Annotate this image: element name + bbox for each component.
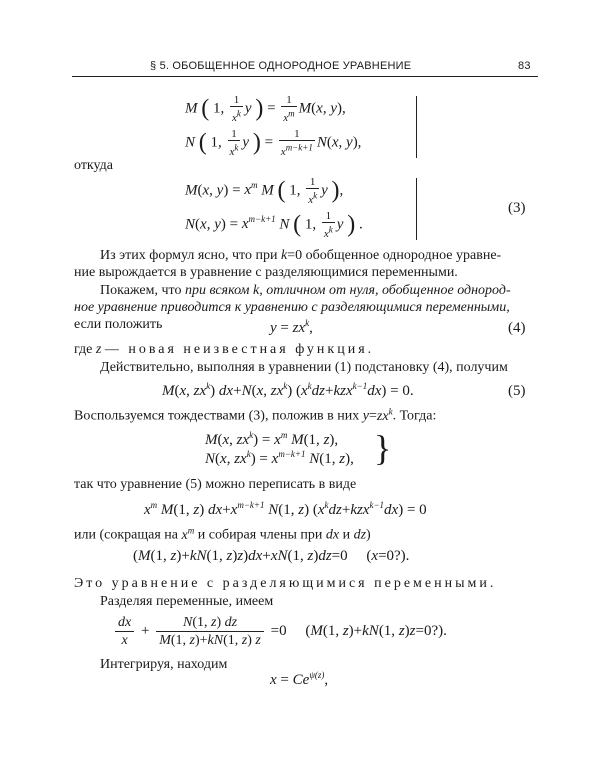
page-number: 83 [518, 60, 531, 72]
paragraph-1-line-1: Из этих формул ясно, что при k=0 обобщенное однородное уравне- [100, 248, 502, 263]
paragraph-10: Интегрируя, находим [100, 657, 228, 672]
formula-identity-n: N(x, $zx^k) = x^{m-k+1}$ N(1, z), [205, 449, 354, 467]
paragraph-2-line-3: если положить [74, 317, 163, 332]
formula-separable: (M(1, z)+kN(1, z)z)dx+xN(1, z)dz=0 (x=0?). [133, 548, 410, 564]
paragraph-3: где z — новая неизвестная функция. [74, 342, 375, 357]
paragraph-2-line-1: Покажем, что при всяком k, отличном от нуля, обобщенное однород- [100, 283, 511, 298]
paragraph-4: Действительно, выполняя в уравнении (1) подстановку (4), получим [100, 360, 508, 375]
paragraph-8: Это уравнение с разделяющимися переменными. [74, 576, 497, 591]
text-otkuda: откуда [74, 158, 113, 173]
paragraph-9: Разделяя переменные, имеем [100, 594, 274, 609]
formula-solution: $x = Ce^{\psi(z)}$, [270, 670, 329, 688]
formula-n-expression: N(x, $y) = x^{m-k+1}$ N ( 1, $\frac{1}{x^k}$ y ) . [185, 210, 363, 240]
p3b: — новая неизвестная функция. [104, 342, 375, 357]
p7c: и [342, 527, 351, 543]
p3a: где [74, 342, 93, 357]
formula-eq5: M(x, $zx^k$) dx+N(x, $zx^k$) $(x^kdz+kzx^{k-1}dx) = 0$. [162, 381, 414, 399]
p7a: или (сокращая на [74, 527, 179, 543]
p1a: Из этих формул ясно, что при [100, 248, 278, 263]
brace-1 [416, 96, 417, 158]
paragraph-1-line-2: ние вырождается в уравнение с разделяющимися переменными. [74, 265, 458, 280]
p2c: отличном от нуля, обобщенное однород- [266, 283, 511, 298]
formula-identity-m: M(x, $zx^k) = x^m$ M(1, z), [205, 430, 339, 448]
p5b: . Тогда: [392, 408, 437, 424]
paragraph-6: так что уравнение (5) можно переписать в виде [74, 477, 357, 492]
p2b: при всяком [184, 283, 250, 298]
p2d: ное уравнение приводится к уравнению с разделяющимися переменными, [74, 300, 510, 315]
equation-number-3: (3) [508, 200, 526, 216]
brace-2 [416, 178, 417, 240]
paragraph-5: Воспользуемся тождествами (3), положив в них $y=zx^k$. Тогда: [74, 406, 437, 424]
header-rule [72, 76, 538, 77]
formula-rewritten: $x^m$ M(1, z) $dx+x^{m-k+1}$ N(1, z) $(x^kdz+kzx^{k-1}dx) = 0$ [144, 500, 427, 518]
p2a: Покажем, что [100, 283, 182, 298]
equation-number-5: (5) [508, 383, 526, 399]
formula-n-identity: N ( 1, $\frac{1}{x^k}$ y ) = $\frac{1}{x^{m-k+1}}$ N(x, y), [185, 128, 362, 158]
formula-m-expression: M(x, $y) = x^m$ M ( 1, $\frac{1}{x^k}$ y ), [185, 176, 344, 206]
p1b: обобщенное однородное уравне- [305, 248, 502, 263]
p7b: и собирая члены при [197, 527, 323, 543]
paragraph-2-line-2 [74, 300, 510, 316]
p5a: Воспользуемся тождествами (3), положив в них [74, 408, 360, 424]
running-header: § 5. ОБОБЩЕННОЕ ОДНОРОДНОЕ УРАВНЕНИЕ [150, 60, 412, 72]
formula-substitution: $y = zx^k$, [270, 318, 313, 336]
right-brace: } [374, 428, 392, 468]
formula-separated: $\frac{dx}{x}$ + $\frac{N(1, z) dz}{M(1, z)+kN(1, z) z}$ =0 (M(1, z)+kN(1, z)z=0?). [112, 614, 447, 649]
paragraph-7: или (сокращая на $x^m$ и собирая члены при dx и dz) [74, 525, 371, 543]
formula-m-identity: M ( 1, $\frac{1}{x^k}$ y ) = $\frac{1}{x^m}$ M(x, y), [185, 94, 346, 124]
equation-number-4: (4) [508, 320, 526, 336]
